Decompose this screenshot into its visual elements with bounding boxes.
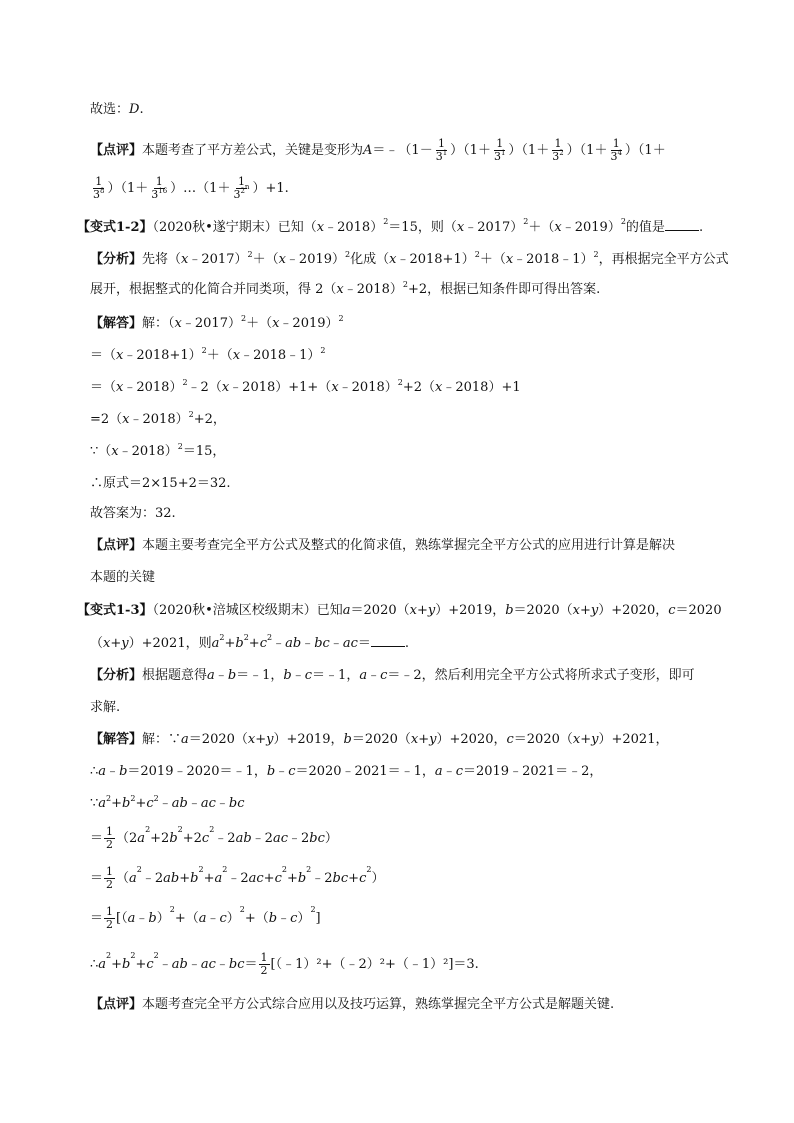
comment-text: 本题考查了平方差公式，关键是变形为: [142, 143, 364, 158]
solve-1-3-step5: ＝ $\frac{1}{2}$ [（a﹣b）$^2$+（a﹣c）$^2$+（b﹣c）$^2$]: [90, 905, 321, 931]
solve-step4: ∵（x﹣2018）$^2$＝15，: [90, 442, 226, 459]
variant-label: 【变式1-2】: [77, 220, 153, 235]
comment-1-2-line1: 【点评】本题主要考查完全平方公式及整式的化简求值，熟练掌握完全平方公式的应用进行计算是解决: [90, 538, 676, 553]
solve-step3: =2（x﹣2018）$^2$+2，: [90, 410, 226, 427]
variant-1-3-question-line2: （x+y）+2021，则$a^2+b^2+c^2﹣ab﹣bc﹣ac=$ .: [90, 633, 409, 651]
variant-1-2-question: 【变式1-2】（2020秋•遂宁期末）已知（x﹣2018）$^2$＝15，则（x﹣2017）$^2$＋（x﹣2019）$^2$的值是 .: [77, 217, 704, 235]
comment-0-line1: 【点评】本题考查了平方差公式，关键是变形为A＝﹣（1－ $\frac{1}{3^1}$ ）（1＋ $\frac{1}{3^1}$ ）（1＋ $\frac{1}{3^2}$ ）（1＋ $\frac{1}{3^4}$ ）（1＋: [90, 137, 666, 163]
solve-1-3-step4: ＝ $\frac{1}{2}$ $(a^2﹣2ab+b^2+a^2﹣2ac+c^2+b^2﹣2bc+c^2)$: [90, 865, 385, 891]
comment-1-3: 【点评】本题考查完全平方公式综合应用以及技巧运算，熟练掌握完全平方公式是解题关键.: [90, 997, 615, 1012]
analysis-1-3-line2: 求解.: [90, 700, 121, 715]
solve-1-3-step1: ∴a﹣b＝2019﹣2020＝﹣1，b﹣c＝2020﹣2021＝﹣1，a﹣c＝2019﹣2021＝﹣2，: [90, 764, 603, 779]
analysis-line2: 展开，根据整式的化简合并同类项，得 2（x﹣2018）$^2$+2，根据已知条件即可得出答案.: [90, 280, 601, 297]
comment-0-line2: $\frac{1}{3^8}$ ）（1＋ $\frac{1}{3^{16}}$ ）…（1＋ $\frac{1}{3^{2^n}}$ ）+1.: [93, 175, 289, 201]
analysis-1-3-line1: 【分析】根据题意得a﹣b＝﹣1，b﹣c＝﹣1，a﹣c＝﹣2，然后利用完全平方公式将所求式子变形，即可: [90, 668, 695, 683]
solve-step1: ＝（x﹣2018+1）$^2$＋（x﹣2018﹣1）$^2$: [90, 346, 326, 363]
analysis-line1: 【分析】先将（x﹣2017）$^2$＋（x﹣2019）$^2$化成（x﹣2018+1）$^2$＋（x﹣2018﹣1）$^2$，再根据完全平方公式: [90, 250, 729, 267]
solve-step2: ＝（x﹣2018）$^2$﹣2（x﹣2018）+1+（x﹣2018）$^2$+2（x﹣2018）+1: [90, 378, 521, 395]
solve-1-3-step2: $\because a^2+b^2+c^2﹣ab﹣ac﹣bc$: [90, 794, 245, 811]
solve-1-3-step3: ＝ $\frac{1}{2}$ $(2a^2+2b^2+2c^2﹣2ab﹣2ac﹣2bc)$: [90, 825, 338, 851]
solve-intro: 【解答】解：（x﹣2017）$^2$＋（x﹣2019）$^2$: [90, 314, 344, 331]
answer-line: 故答案为：32.: [90, 506, 176, 521]
variant-1-3-question-line1: 【变式1-3】（2020秋•涪城区校级期末）已知a＝2020（x+y）+2019，b＝2020（x+y）+2020，c＝2020: [77, 603, 722, 618]
choose-line: 故选：D.: [90, 102, 144, 117]
solve-step5: ∴原式＝2×15+2＝32.: [90, 476, 231, 491]
solve-1-3-intro: 【解答】解：∵a＝2020（x+y）+2019，b＝2020（x+y）+2020，c＝2020（x+y）+2021，: [90, 732, 669, 747]
answer-blank[interactable]: [371, 634, 405, 647]
solve-1-3-step6: $\therefore a^2+b^2+c^2﹣ab﹣ac﹣bc=$ $\frac{1}{2}$ [（﹣1）²+（﹣2）²+（﹣1）²]＝3.: [90, 951, 479, 977]
answer-blank[interactable]: [665, 218, 699, 231]
comment-1-2-line2: 本题的关键: [90, 570, 156, 585]
comment-label: 【点评】: [90, 143, 143, 158]
